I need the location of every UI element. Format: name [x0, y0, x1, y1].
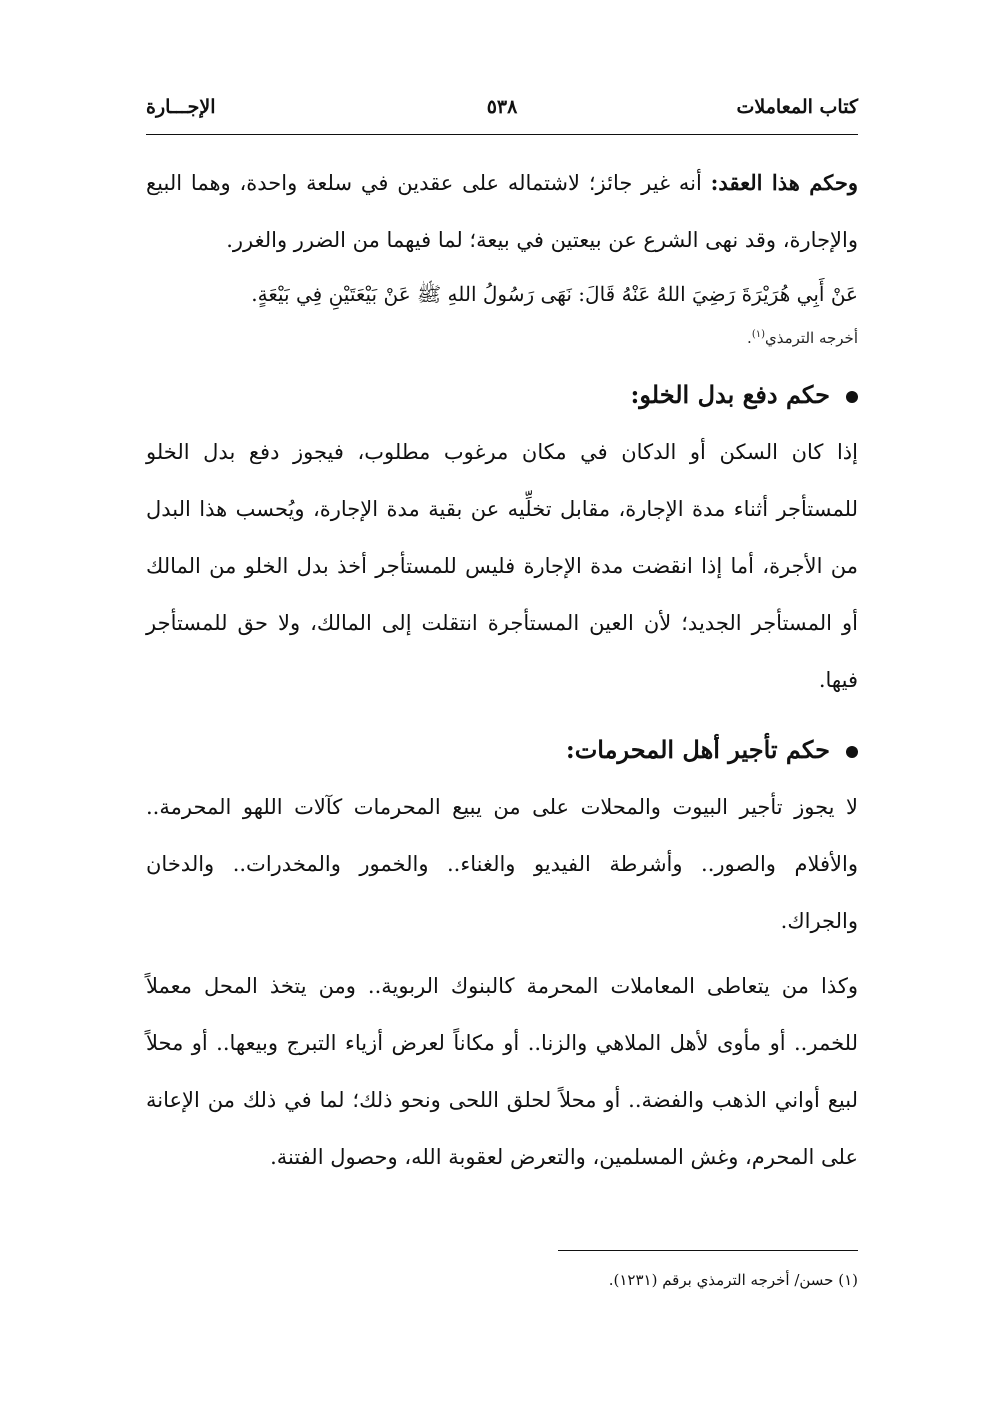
section-heading-muharramat-text: حكم تأجير أهل المحرمات: [565, 735, 830, 764]
hadith-source-text: أخرجه الترمذي [765, 329, 858, 347]
page-number: ٥٣٨ [486, 96, 518, 118]
intro-text: أنه غير جائز؛ لاشتماله على عقدين في سلعة واحدة، وهما البيع والإجارة، وقد نهى الشرع عن بيعتين في بيعة؛ لما فيهما من الضرر والغرر. [146, 171, 858, 252]
chapter-title: الإجـــارة [146, 96, 216, 118]
hadith-source [146, 319, 858, 354]
intro-lead: وحكم هذا العقد: [710, 170, 858, 195]
intro-paragraph [146, 154, 858, 269]
footnote-ref[interactable]: (١) [751, 329, 765, 340]
section-khulu-paragraph: إذا كان السكن أو الدكان في مكان مرغوب مطلوب، فيجوز دفع بدل الخلو للمستأجر أثناء مدة الإجارة، مقابل تخلِّيه عن بقية مدة الإجارة، ويُحسب هذا البدل من الأجرة، أما إذا انقضت مدة الإجارة فليس للمستأجر أخذ بدل الخلو من المالك أو المستأجر الجديد؛ لأن العين المستأجرة انتقلت إلى المالك، ولا حق للمستأجر فيها. [146, 440, 858, 692]
footnote: (١) حسن/ أخرجه الترمذي برقم (١٢٣١). [608, 1271, 858, 1289]
section-heading-khulu [146, 372, 858, 418]
section-muharramat-paragraph-2: وكذا من يتعاطى المعاملات المحرمة كالبنوك الربوية.. ومن يتخذ المحل معملاً للخمر.. أو مأوى لأهل الملاهي والزنا.. أو مكاناً لعرض أزياء التبرج وبيعها.. أو محلاً لبيع أواني الذهب والفضة.. أو محلاً لحلق اللحى ونحو ذلك؛ لما في ذلك من الإعانة على المحرم، وغش المسلمين، والتعرض لعقوبة الله، وحصول الفتنة. [146, 974, 858, 1169]
bullet-icon [846, 746, 858, 758]
book-title: كتاب المعاملات [736, 96, 858, 118]
header-rule [146, 134, 858, 135]
hadith-source-end: . [747, 329, 752, 347]
section-heading-muharramat [146, 727, 858, 773]
hadith-text: عَنْ أَبِي هُرَيْرَةَ رَضِيَ اللهُ عَنْهُ قَالَ: نَهَى رَسُولُ اللهِ ﷺ عَنْ بَيْعَتَيْنِ فِي بَيْعَةٍ. [251, 282, 858, 306]
section-muharramat-paragraph-1: لا يجوز تأجير البيوت والمحلات على من يبيع المحرمات كآلات اللهو المحرمة.. والأفلام والصور.. وأشرطة الفيديو والغناء.. والخمور والمخدرات.. والدخان والجراك. [146, 795, 858, 933]
bullet-icon [846, 391, 858, 403]
page-body [146, 154, 858, 1186]
section-heading-khulu-text: حكم دفع بدل الخلو: [630, 380, 830, 409]
book-page [146, 0, 858, 1417]
footnote-rule [558, 1250, 858, 1251]
running-header [146, 96, 858, 130]
